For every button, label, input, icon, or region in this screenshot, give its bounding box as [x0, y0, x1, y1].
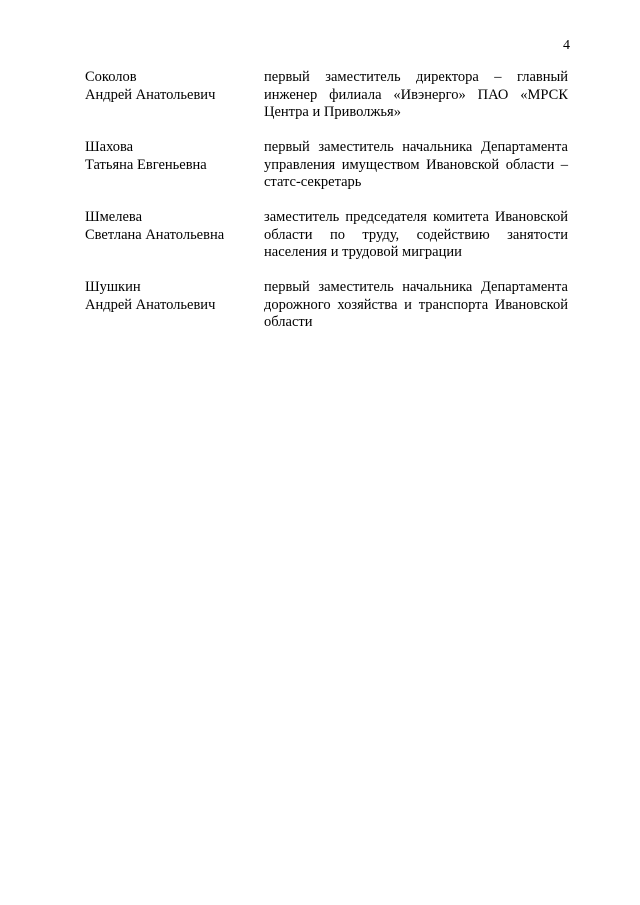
list-item: [85, 69, 568, 122]
member-given-names: Светлана Анатольевна: [85, 226, 225, 243]
member-list: [85, 69, 568, 349]
member-position: первый заместитель директора – главный инженер филиала «Ивэнерго» ПАО «МРСК Центра и Приволжья»: [264, 69, 568, 120]
member-given-names: Татьяна Евгеньевна: [85, 156, 207, 173]
list-item: [85, 209, 568, 262]
member-given-names: Андрей Анатольевич: [85, 296, 216, 313]
list-item: [85, 279, 568, 332]
member-name: [85, 279, 264, 332]
member-surname: Соколов: [85, 69, 137, 85]
member-position: первый заместитель начальника Департамента дорожного хозяйства и транспорта Ивановской области: [264, 279, 568, 330]
member-name: [85, 69, 264, 122]
member-given-names: Андрей Анатольевич: [85, 86, 216, 103]
list-item: [85, 139, 568, 192]
member-position: первый заместитель начальника Департамента управления имуществом Ивановской области – статс-секретарь: [264, 139, 568, 190]
member-surname: Шахова: [85, 139, 134, 155]
page-number: 4: [563, 38, 570, 53]
member-position: заместитель председателя комитета Ивановской области по труду, содействию занятости населения и трудовой миграции: [264, 209, 568, 260]
member-surname: Шмелева: [85, 209, 143, 225]
member-name: [85, 209, 264, 262]
member-surname: Шушкин: [85, 279, 141, 295]
member-name: [85, 139, 264, 192]
